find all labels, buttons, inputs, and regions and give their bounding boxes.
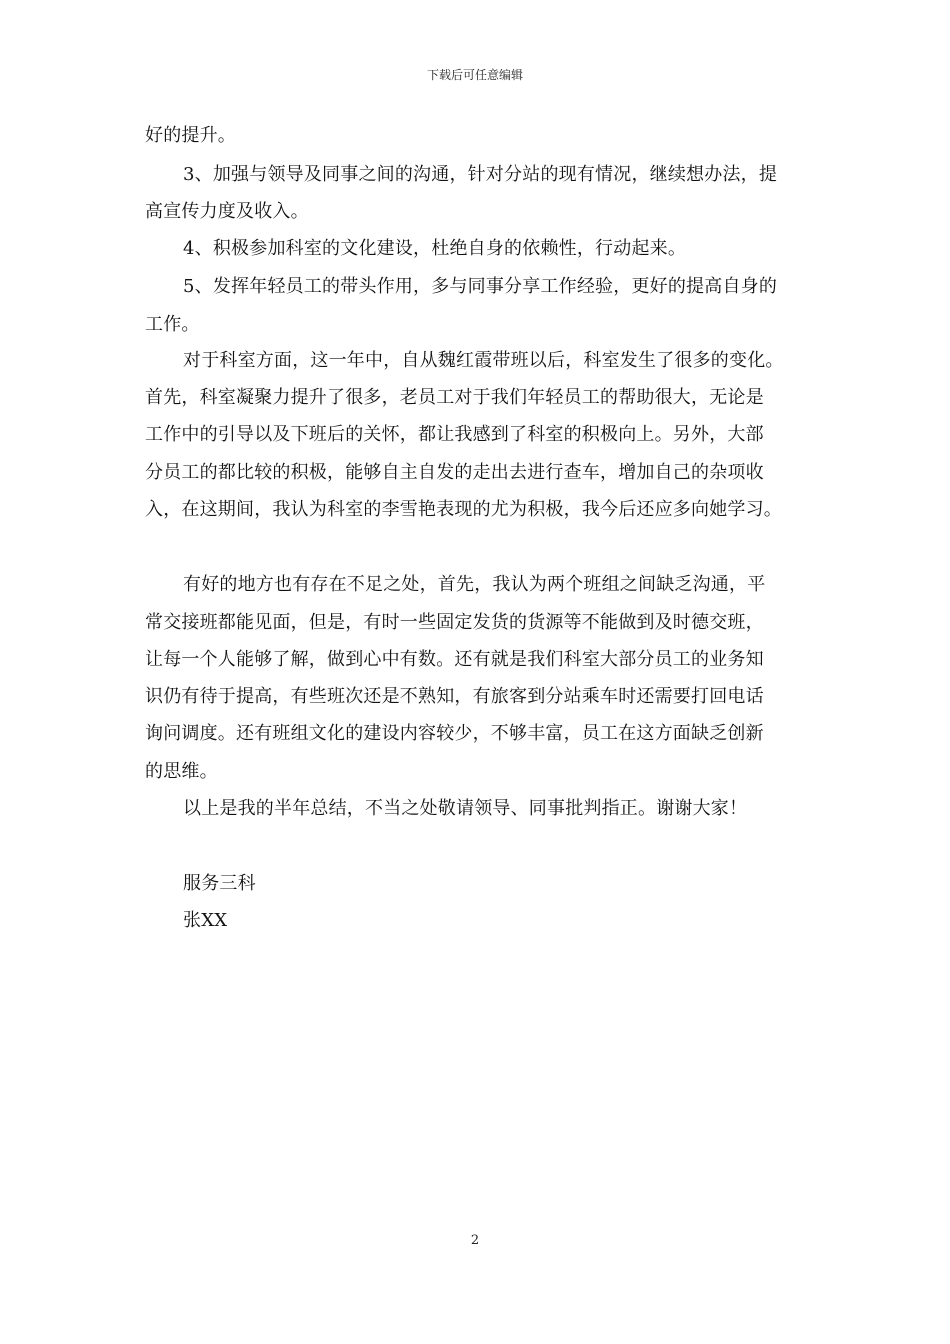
body-line: 入，在这期间，我认为科室的李雪艳表现的尤为积极，我今后还应多向她学习。: [145, 499, 782, 520]
body-line: 5、发挥年轻员工的带头作用，多与同事分享工作经验，更好的提高自身的: [183, 276, 778, 297]
body-line: 询问调度。还有班组文化的建设内容较少，不够丰富，员工在这方面缺乏创新: [145, 723, 764, 744]
body-line: 以上是我的半年总结，不当之处敬请领导、同事批判指正。谢谢大家！: [183, 798, 748, 819]
body-line: 对于科室方面，这一年中，自从魏红霞带班以后，科室发生了很多的变化。: [183, 350, 784, 371]
body-line: 工作中的引导以及下班后的关怀，都让我感到了科室的积极向上。另外，大部: [145, 424, 764, 445]
body-line: 分员工的都比较的积极，能够自主自发的走出去进行查车，增加自己的杂项收: [145, 462, 764, 483]
body-line: 高宣传力度及收入。: [145, 201, 309, 222]
body-line: 工作。: [145, 314, 200, 335]
header-note: 下载后可任意编辑: [426, 68, 523, 82]
signature-name: 张XX: [183, 910, 228, 931]
body-line: 的思维。: [145, 761, 218, 782]
body-line: 好的提升。: [145, 125, 236, 146]
page-number: 2: [470, 1233, 480, 1248]
body-line: 有好的地方也有存在不足之处，首先，我认为两个班组之间缺乏沟通，平: [183, 574, 766, 595]
body-line: 常交接班都能见面，但是，有时一些固定发货的货源等不能做到及时德交班，: [145, 612, 764, 633]
body-line: 识仍有待于提高，有些班次还是不熟知，有旅客到分站乘车时还需要打回电话: [145, 686, 764, 707]
body-line: 首先，科室凝聚力提升了很多，老员工对于我们年轻员工的帮助很大，无论是: [145, 387, 764, 408]
body-line: 3、加强与领导及同事之间的沟通，针对分站的现有情况，继续想办法，提: [183, 164, 778, 185]
body-line: 让每一个人能够了解，做到心中有数。还有就是我们科室大部分员工的业务知: [145, 649, 764, 670]
signature-department: 服务三科: [183, 873, 256, 894]
body-line: 4、积极参加科室的文化建设，杜绝自身的依赖性，行动起来。: [183, 238, 687, 259]
